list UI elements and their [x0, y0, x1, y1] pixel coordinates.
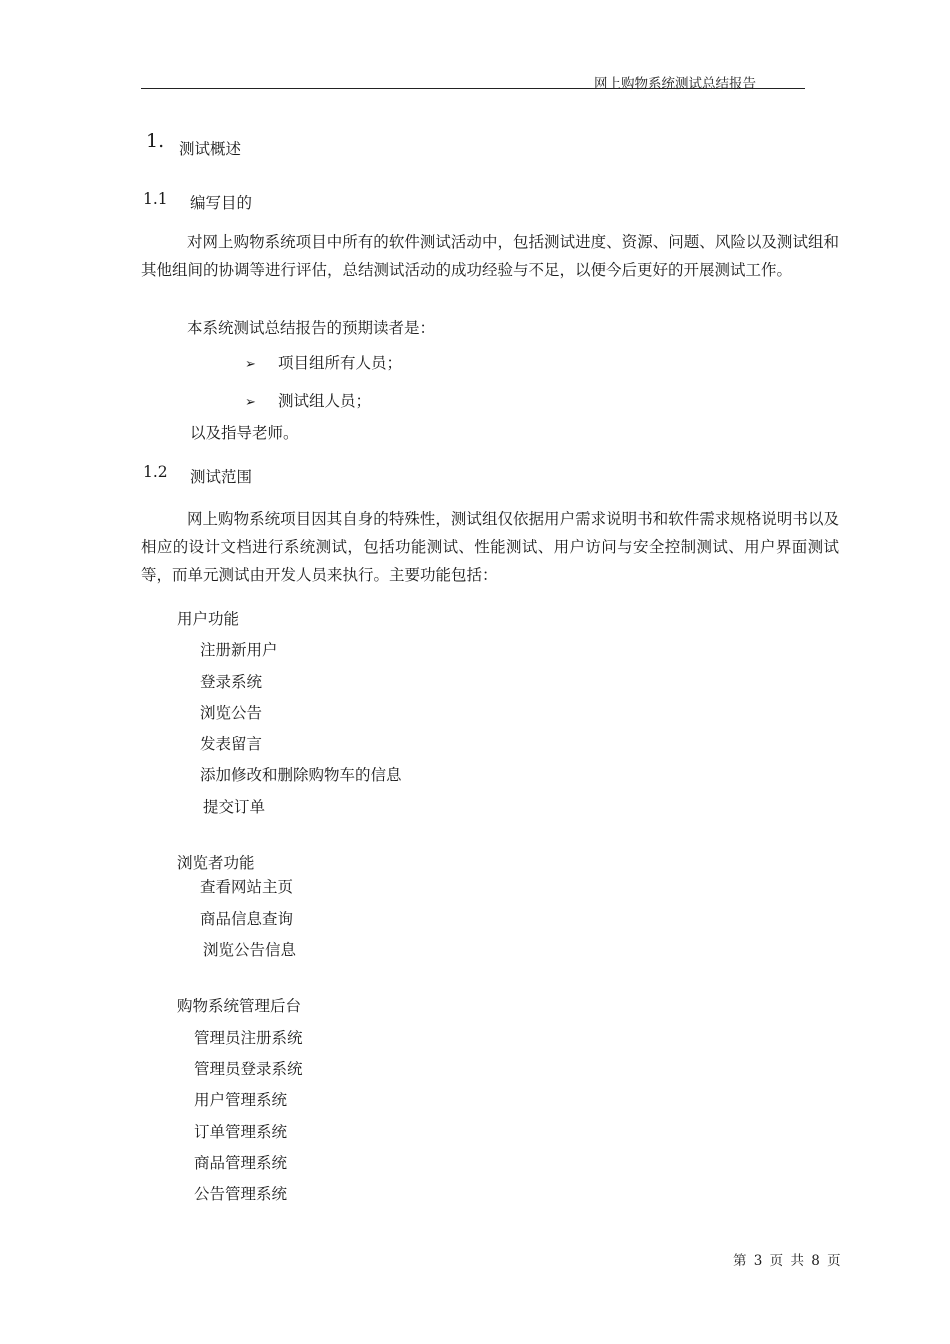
list-item: 公告管理系统 [194, 1185, 288, 1203]
list-item: 商品信息查询 [200, 910, 294, 928]
section-1-1-title: 编写目的 [190, 194, 253, 212]
admin-backend-title: 购物系统管理后台 [177, 997, 302, 1015]
list-item: 浏览公告信息 [203, 941, 297, 959]
section-1-2-title: 测试范围 [190, 468, 253, 486]
arrow-bullet-icon: ➢ [245, 395, 256, 410]
scope-paragraph: 网上购物系统项目因其自身的特殊性，测试组仅依据用户需求说明书和软件需求规格说明书以及相应的设计文档进行系统测试，包括功能测试、性能测试、用户访问与安全控制测试、用户界面测试等，而单元测试由开发人员来执行。主要功能包括： [141, 510, 839, 584]
header-rule [141, 88, 805, 89]
section-1-1-number: 1.1 [143, 190, 168, 208]
list-item: 提交订单 [203, 798, 266, 816]
reader-list-item [245, 353, 256, 372]
page-number: 第 3 页 共 8 页 [733, 1253, 841, 1269]
list-item: 商品管理系统 [194, 1154, 288, 1172]
reader-item-text: 项目组所有人员； [278, 354, 403, 372]
arrow-bullet-icon: ➢ [245, 357, 256, 372]
reader-list-item [245, 391, 256, 410]
running-header-title: 网上购物系统测试总结报告 [594, 76, 756, 92]
list-item: 发表留言 [200, 735, 263, 753]
list-item: 浏览公告 [200, 704, 263, 722]
list-item: 添加修改和删除购物车的信息 [200, 766, 402, 784]
section-1-2-number: 1.2 [143, 463, 168, 481]
list-item: 管理员登录系统 [194, 1060, 303, 1078]
reader-item-text: 测试组人员； [278, 392, 372, 410]
readers-tail: 以及指导老师。 [190, 424, 299, 442]
section-1-title: 测试概述 [179, 140, 242, 158]
list-item: 登录系统 [200, 673, 263, 691]
section-1-number: 1. [146, 130, 165, 152]
list-item: 注册新用户 [200, 641, 278, 659]
list-item: 订单管理系统 [194, 1123, 288, 1141]
browser-functions-title: 浏览者功能 [177, 854, 255, 872]
readers-intro: 本系统测试总结报告的预期读者是： [187, 319, 436, 337]
list-item: 用户管理系统 [194, 1091, 288, 1109]
list-item: 管理员注册系统 [194, 1029, 303, 1047]
user-functions-title: 用户功能 [177, 610, 240, 628]
purpose-paragraph: 对网上购物系统项目中所有的软件测试活动中，包括测试进度、资源、问题、风险以及测试组和其他组间的协调等进行评估，总结测试活动的成功经验与不足，以便今后更好的开展测试工作。 [141, 233, 839, 279]
list-item: 查看网站主页 [200, 878, 294, 896]
